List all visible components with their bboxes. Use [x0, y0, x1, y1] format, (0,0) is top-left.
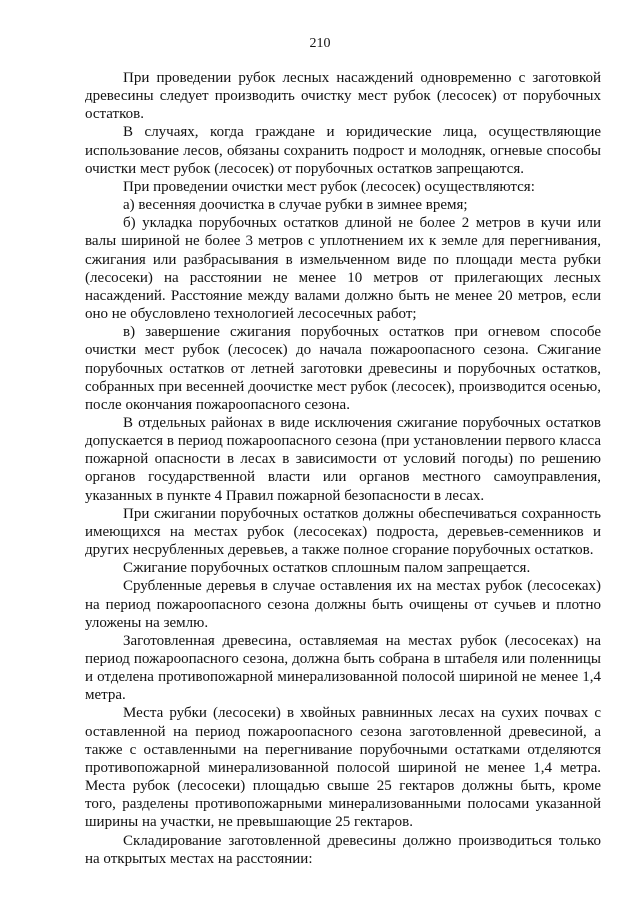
paragraph: При проведении рубок лесных насаждений одновременно с заготовкой древесины следует производить очистку мест рубок (лесосек) от порубочных остатков. — [85, 70, 601, 123]
list-item: в) завершение сжигания порубочных остатков при огневом способе очистки мест рубок (лесосек) до начала пожароопасного сезона. Сжигание порубочных остатков от летней заготовки древесины и порубочных остатков, собранных при весенней доочистке мест рубок (лесосек), производится осенью, после окончания пожароопасного сезона. — [85, 324, 601, 413]
paragraph: В случаях, когда граждане и юридические лица, осуществляющие использование лесов, обязаны сохранить подрост и молодняк, огневые способы очистки мест рубок (лесосек) от порубочных остатков запрещаются. — [85, 124, 601, 177]
list-item: а) весенняя доочистка в случае рубки в зимнее время; — [123, 197, 468, 214]
paragraph: Срубленные деревья в случае оставления их на местах рубок (лесосеках) на период пожароопасного сезона должны быть очищены от сучьев и плотно уложены на землю. — [85, 578, 601, 631]
paragraph: При сжигании порубочных остатков должны обеспечиваться сохранность имеющихся на местах рубок (лесосеках) подроста, деревьев-семенников и других несрубленных деревьев, а также полное сгорание порубочных остатков. — [85, 505, 601, 559]
paragraph: В отдельных районах в виде исключения сжигание порубочных остатков допускается в период пожароопасного сезона (при установлении первого класса пожарной опасности в лесах в зависимости от условий погоды) по решению органов государственной власти или органов местного самоуправления, указанных в пункте 4 Правил пожарной безопасности в лесах. — [85, 414, 601, 504]
page-number: 210 — [309, 36, 331, 51]
list-item: б) укладка порубочных остатков длиной не более 2 метров в кучи или валы шириной не более 3 метров с уплотнением их к земле для перегнивания, сжигания или разбрасывания в измельченном виде по площади места рубки (лесосеки) на расстоянии не менее 10 метров от прилегающих лесных насаждений. Расстояние между валами должно быть не менее 20 метров, если оно не обусловлено технологией лесосечных работ; — [85, 215, 601, 323]
paragraph: Сжигание порубочных остатков сплошным палом запрещается. — [123, 560, 531, 577]
document-body — [85, 69, 601, 868]
paragraph: Заготовленная древесина, оставляемая на местах рубок (лесосеках) на период пожароопасного сезона, должна быть собрана в штабеля или поленницы и отделена противопожарной минерализованной полосой шириной не менее 1,4 метра. — [85, 632, 601, 704]
paragraph: Места рубки (лесосеки) в хвойных равнинных лесах на сухих почвах с оставленной на период пожароопасного сезона заготовленной древесиной, а также с оставленными на перегнивание порубочными остатками отделяются противопожарной минерализованной полосой шириной не менее 1,4 метра. Места рубок (лесосеки) площадью свыше 25 гектаров должны быть, кроме того, разделены противопожарными минерализованными полосами указанной ширины на участки, не превышающие 25 гектаров. — [85, 705, 601, 831]
paragraph: При проведении очистки мест рубок (лесосек) осуществляются: — [123, 178, 535, 195]
paragraph: Складирование заготовленной древесины должно производиться только на открытых местах на расстоянии: — [85, 832, 601, 867]
